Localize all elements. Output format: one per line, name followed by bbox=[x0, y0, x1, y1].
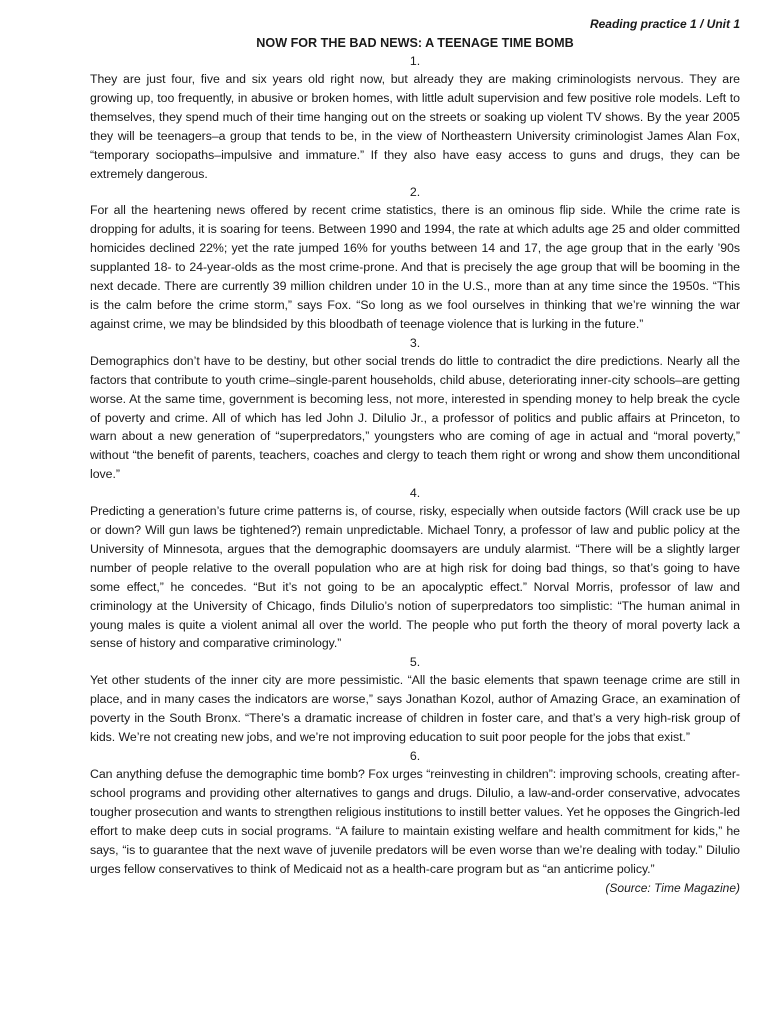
document-page bbox=[90, 14, 740, 898]
section-number: 5. bbox=[409, 655, 421, 670]
section-number: 4. bbox=[409, 486, 421, 501]
article-section-1 bbox=[90, 52, 740, 183]
article-section-4 bbox=[90, 484, 740, 653]
article-title: NOW FOR THE BAD NEWS: A TEENAGE TIME BOMB bbox=[256, 36, 574, 50]
section-paragraph: Predicting a generation’s future crime patterns is, of course, risky, especially when outside factors (Will crack use be up or down? Will gun laws be tightened?) remain unpredictable. Michael Tonry, a professor of law and public policy at the University of Minnesota, argues that the demographic doomsayers are unduly alarmist. “There will be a slightly larger number of people relative to the overall population who are at high risk for doing bad things, so that’s going to have some effect,” he concedes. “But it’s not going to be an apocalyptic effect.” Norval Morris, professor of law and criminology at the University of Chicago, finds DiIulio’s notion of superpredators too simplistic: “The human animal in young males is quite a violent animal all over the world. The people who put forth the theory of moral poverty lack a sense of history and comparative criminology.” bbox=[90, 504, 740, 651]
article-section-6 bbox=[90, 747, 740, 878]
article-section-5 bbox=[90, 653, 740, 747]
practice-label: Reading practice 1 / Unit 1 bbox=[589, 17, 740, 31]
section-number: 2. bbox=[409, 185, 421, 200]
source-citation: (Source: Time Magazine) bbox=[605, 881, 740, 896]
section-paragraph: Demographics don’t have to be destiny, but other social trends do little to contradict the dire predictions. Nearly all the factors that contribute to youth crime–single-parent households, child abuse, deteriorating inner-city schools–are getting worse. At the same time, government is becoming less, not more, interested in spending money to help break the cycle of poverty and crime. All of which has led John J. DiIulio Jr., a professor of politics and public affairs at Princeton, to warn about a new generation of “superpredators,” youngsters who are coming of age in actual and “moral poverty,” without “the benefit of parents, teachers, coaches and clergy to teach them right or wrong and show them unconditional love.” bbox=[90, 353, 740, 482]
section-paragraph: They are just four, five and six years old right now, but already they are making criminologists nervous. They are growing up, too frequently, in abusive or broken homes, with little adult supervision and few positive role models. Left to themselves, they spend much of their time hanging out on the streets or soaking up violent TV shows. By the year 2005 they will be teenagers–a group that tends to be, in the view of Northeastern University criminologist James Alan Fox, “temporary sociopaths–impulsive and immature.” If they also have easy access to guns and drugs, they can be extremely dangerous. bbox=[90, 72, 740, 181]
article-section-2 bbox=[90, 183, 740, 333]
section-paragraph: For all the heartening news offered by recent crime statistics, there is an ominous flip side. While the crime rate is dropping for adults, it is soaring for teens. Between 1990 and 1994, the rate at which adults age 25 and older committed homicides declined 22%; yet the rate jumped 16% for youths between 14 and 17, the age group that in the early ’90s supplanted 18- to 24-year-olds as the most crime-prone. And that is precisely the age group that will be booming in the next decade. There are currently 39 million children under 10 in the U.S., more than at any time since the 1950s. “This is the calm before the crime storm,” says Fox. “So long as we fool ourselves in thinking that we’re winning the war against crime, we may be blindsided by this bloodbath of teenage violence that is lurking in the future.” bbox=[90, 203, 740, 331]
section-paragraph: Yet other students of the inner city are more pessimistic. “All the basic elements that spawn teenage crime are still in place, and in many cases the indicators are worse,” says Jonathan Kozol, author of Amazing Grace, an examination of poverty in the South Bronx. “There’s a dramatic increase of children in foster care, and that’s a very high-risk group of kids. We’re not creating new jobs, and we’re not improving education to suit poor people for the jobs that exist.” bbox=[90, 673, 740, 745]
section-number: 6. bbox=[409, 749, 421, 763]
article-section-3 bbox=[90, 334, 740, 484]
section-paragraph: Can anything defuse the demographic time bomb? Fox urges “reinvesting in children”: improving schools, creating after-school programs and providing other alternatives to gangs and drugs. DiIulio, a law-and-order conservative, advocates tougher prosecution and wants to strengthen religious institutions to instill better values. Yet he opposes the Gingrich-led effort to make deep cuts in social programs. “A failure to maintain existing welfare and health commitment for kids,” he says, “is to guarantee that the next wave of juvenile predators will be even worse than we’re dealing with today.” DiIulio urges fellow conservatives to think of Medicaid not as a health-care program but as “an anticrime policy.” bbox=[90, 767, 740, 876]
section-number: 1. bbox=[409, 54, 421, 68]
section-number: 3. bbox=[409, 335, 421, 350]
